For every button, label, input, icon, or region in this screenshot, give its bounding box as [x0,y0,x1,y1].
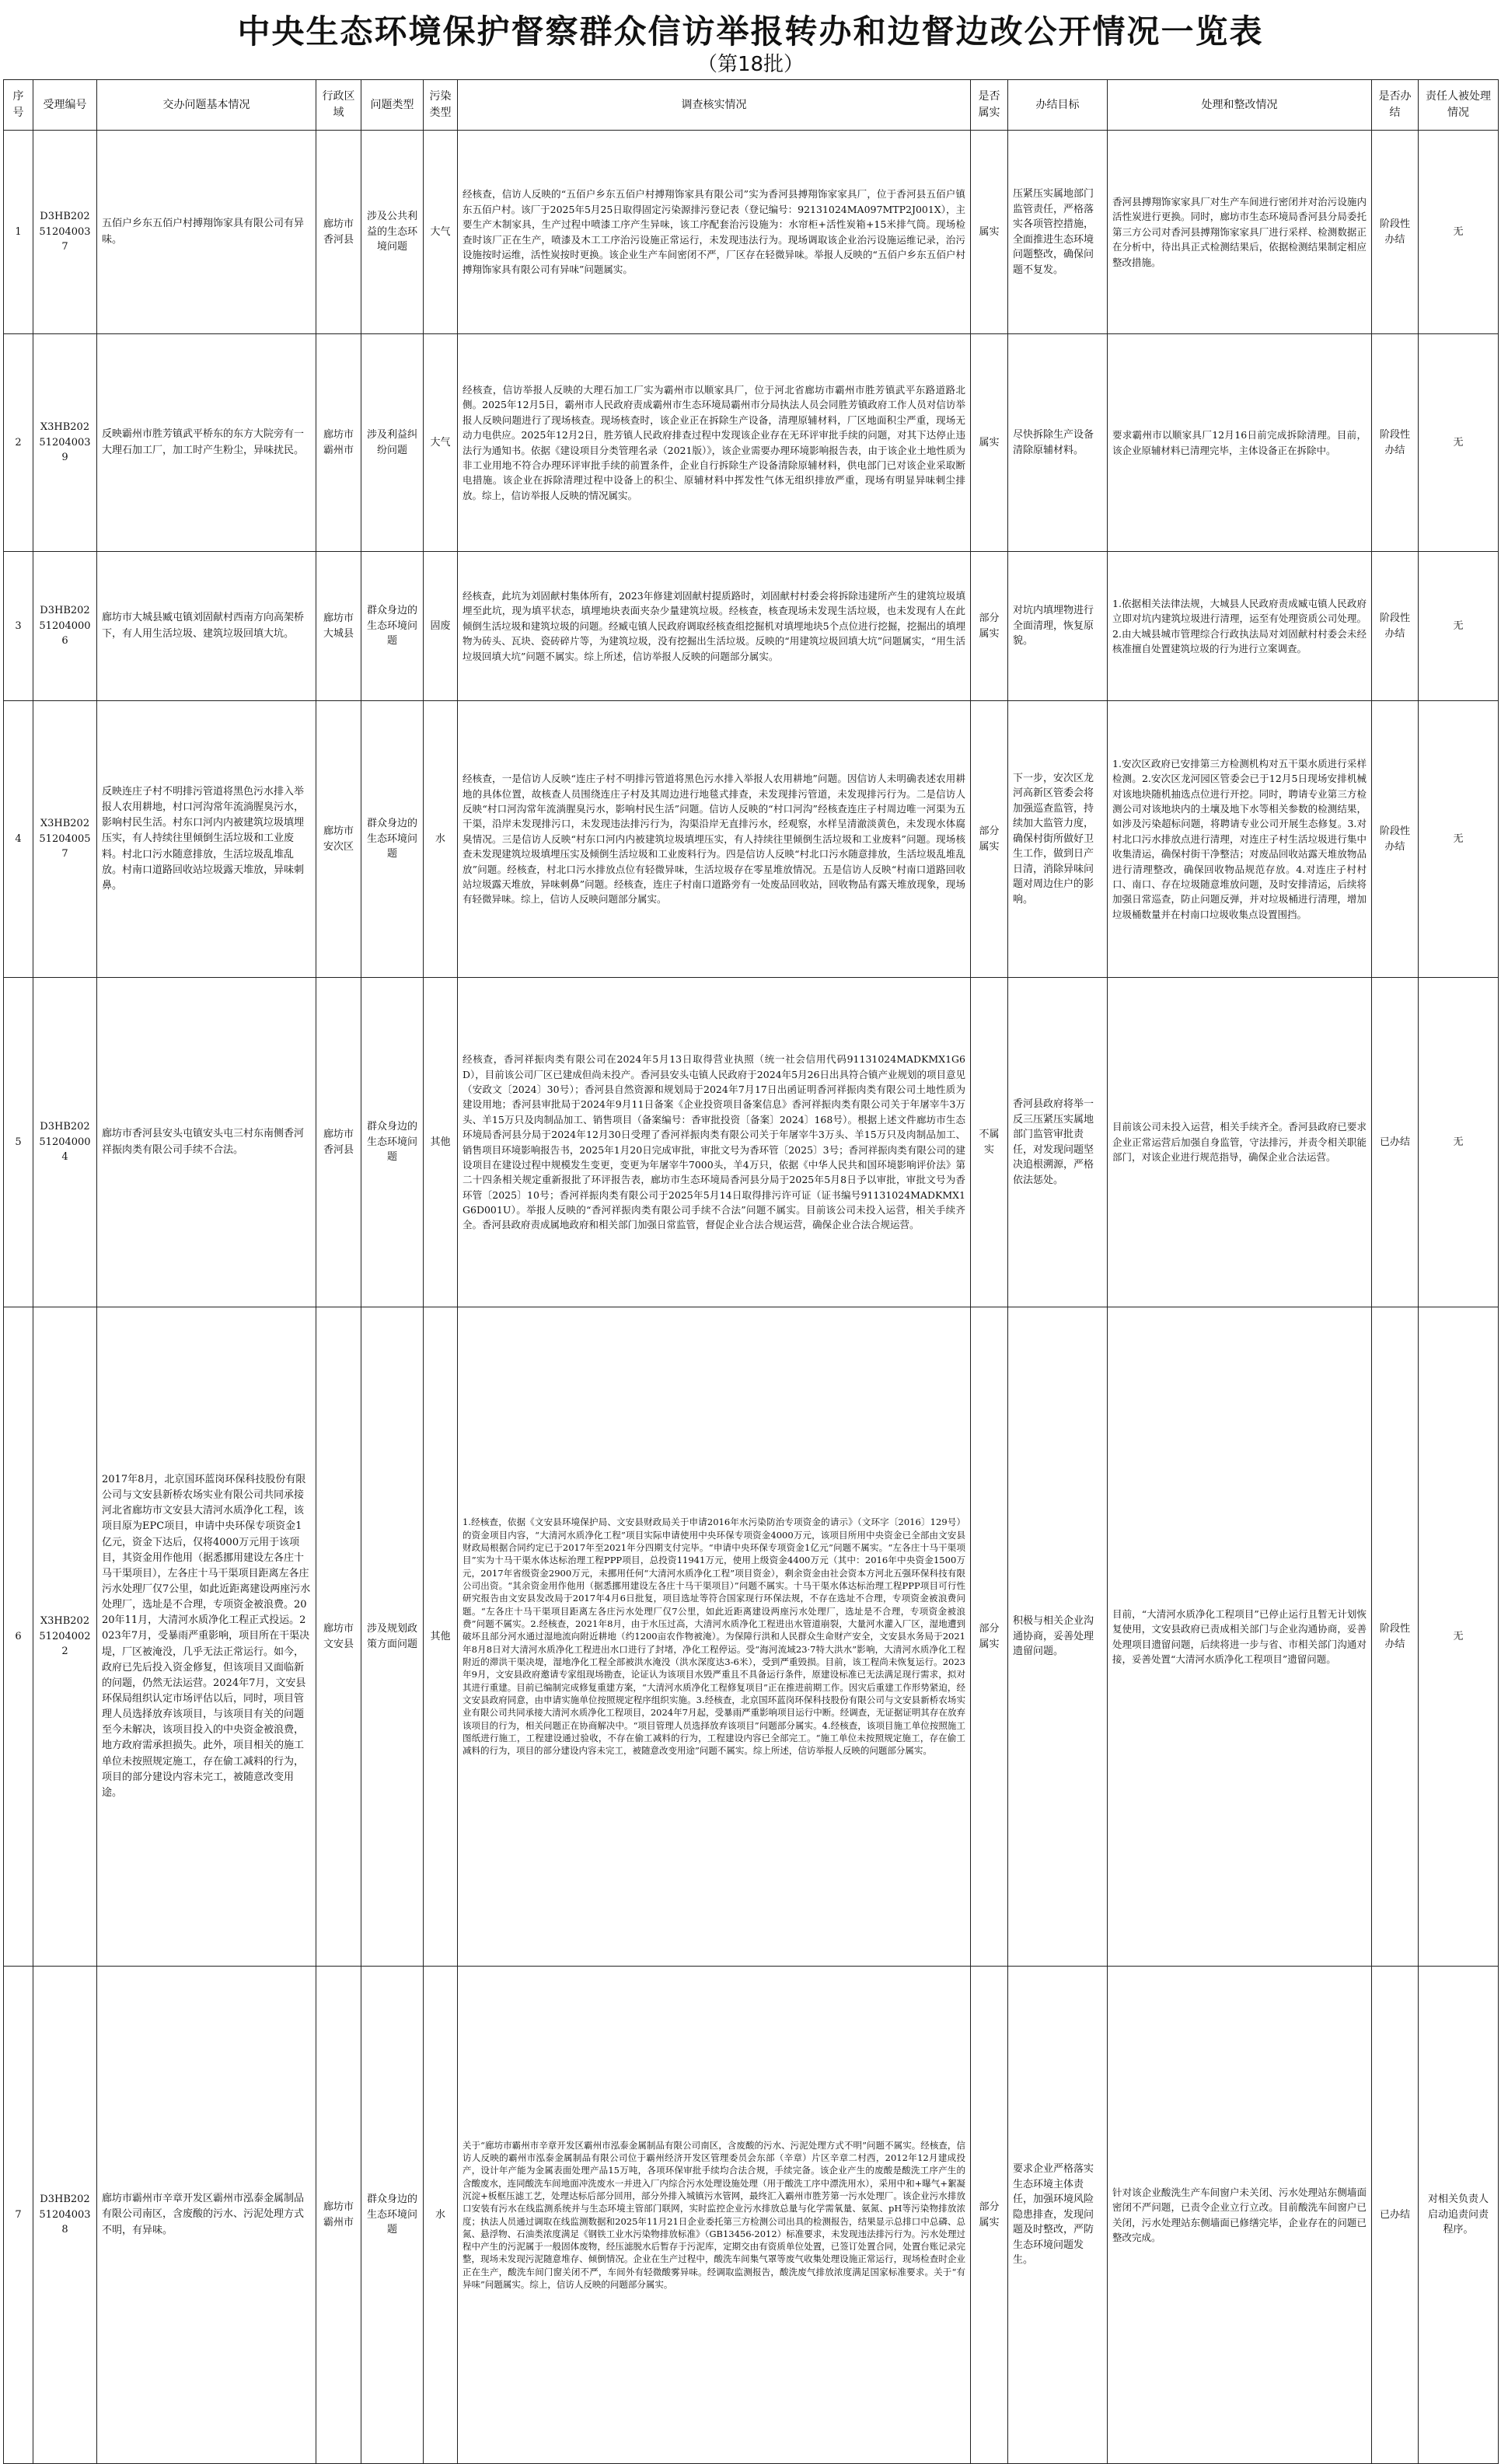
row-number: 7 [4,1967,33,2464]
accountability: 对相关负责人启动追责问责程序。 [1419,1967,1499,2464]
table-row [4,131,1499,334]
accountability: 无 [1419,131,1499,334]
accountability: 无 [1419,701,1499,978]
row-number: 4 [4,701,33,978]
case-id: D3HB202512040038 [33,1967,97,2464]
handling: 针对该企业酸洗生产车间窗户未关闭、污水处理站东侧墙面密闭不严问题，已责令企业立行立改。目前酸洗车间窗户已关闭，污水处理站东侧墙面已修缮完毕，企业存在的问题已整改完成。 [1108,1967,1372,2464]
closed-status: 阶段性办结 [1372,701,1419,978]
case-summary: 五佰户乡东五佰户村搏翔饰家具有限公司有异味。 [97,131,316,334]
investigation: 1.经核查，依据《文安县环境保护局、文安县财政局关于申请2016年水污染防治专项资金的请示》（文环字〔2016〕129号）的资金项目内容，“大清河水质净化工程”项目实际申请使用中央环保专项资金4000万元，该项目所用中央资金已全部由文安县财政局根据合同约定已于2017年至2021年分四期支付完毕。“申请中央环保专项资金1亿元”问题不属实。“左各庄十马干渠项目”实为十马干渠水体达标治理工程PPP项目，总投资11941万元，使用上级资金4400万元（其中：2016年中央资金1500万元，2017年省级资金2900万元，未挪用任何“大清河水质净化工程”项目资金），剩余资金由社会资本方河北五强环保科技有限公司出资。“其余资金用作他用（据悉挪用建设左各庄十马干渠项目）”问题不属实。十马干渠水体达标治理工程PPP项目可行性研究报告由文安县发改局于2017年4月6日批复，项目选址等符合国家现行环保法规，不存在选址不合理，专项资金被浪费问题。“左各庄十马干渠项目距离左各庄污水处理厂仅7公里，如此近距离建设两座污水处理厂，选址是不合理，专项资金被浪费”问题不属实。2.经核查，2021年8月，由于水压过高，大清河水质净化工程进出水管道崩裂，大量河水灌入厂区，湿地遭到破坏且部分河水通过湿地流向附近耕地（约1200亩农作物被淹）。为保障行洪和人民群众生命财产安全，文安县水务局于2021年8月8日对大清河水质净化工程进出水口进行了封堵，净化工程停运。受“海河流域23·7特大洪水”影响，大清河水质净化工程附近的滞洪干渠决堤，湿地净化工程全部被洪水淹没（洪水深度达3-6米），受到严重毁损。目前，该工程尚未恢复运行。2023年9月，文安县政府邀请专家组现场勘查，论证认为该项目水毁严重且不具备运行条件，原建设标准已无法满足现行需求，拟对其进行重建。目前已编制完成修复重建方案，“大清河水质净化工程修复项目”正在推进前期工作。因灾后重建工作形势紧迫，经文安县政府同意，由申请实施单位按照规定程序组织实施。3.经核查，北京国环蓝岗环保科技股份有限公司与文安县新桥农场实业有限公司共同承接大清河水质净化工程项目，2024年7月起，受暴雨严重影响项目运行中断。经调查，无证据证明其存在放弃该项目的行为，相关问题正在协商解决中。“项目管理人员选择放弃该项目”问题部分属实。4.经核查，该项目施工单位按照施工图纸进行施工，工程建设通过验收，不存在偷工减料的行为，工程建设内容已全部完工。“施工单位未按照规定施工，存在偷工减料的行为，项目的部分建设内容未完工，被随意改变用途”问题不属实。综上所述，信访举报人反映的问题部分属实。 [458,1307,971,1967]
case-id: D3HB202512040006 [33,552,97,701]
table-row [4,334,1499,552]
accountability: 无 [1419,1307,1499,1967]
investigation: 经核查，信访人反映的“五佰户乡东五佰户村搏翔饰家具有限公司”实为香河县搏翔饰家家具厂，位于香河县五佰户镇东五佰户村。该厂于2025年5月25日取得固定污染源排污登记表（登记编号：92131024MA097MTP2J001X），主要生产木制家具，生产过程中喷漆工序产生异味，该工序配套治污设施为：水帘柜+活性炭箱+15米排气筒。现场检查时该厂正在生产，喷漆及木工工序治污设施正常运行，未发现违法行为。现场调取该企业治污设施运维记录，治污设施按时运维，活性炭按时更换。该企业生产车间密闭不严，厂区存在轻微异味。举报人反映的“五佰户乡东五佰户村搏翔饰家具有限公司有异味”问题属实。 [458,131,971,334]
case-id: X3HB202512040022 [33,1307,97,1967]
pollution-type: 大气 [424,334,458,552]
case-summary: 廊坊市香河县安头屯镇安头屯三村东南侧香河祥振肉类有限公司手续不合法。 [97,978,316,1307]
investigation: 经核查，一是信访人反映“连庄子村不明排污管道将黑色污水排入举报人农用耕地”问题。因信访人未明确表述农用耕地的具体位置，故核查人员围绕连庄子村及其周边进行地毯式排查，未发现排污管道，未发现排污行为。二是信访人反映“村口河沟常年流淌腥臭污水，影响村民生活”问题。信访人反映的“村口河沟”经核查连庄子村周边唯一河渠为五干渠，沿岸未发现排污口，未发现违法排污行为，沟渠沿岸无直排污水，经观察，水样呈清澈淡黄色，未发现水体腐臭情况。三是信访人反映“村东口河内内被建筑垃圾填埋压实，有人持续往里倾倒生活垃圾和工业废料”问题。现场核查未发现建筑垃圾填埋压实及倾倒生活垃圾和工业废料行为。四是信访人反映“村北口污水随意排放，生活垃圾乱堆乱放”问题。经核查，村北口污水排放点位有轻微异味，生活垃圾存在零星堆放情况。五是信访人反映“村南口道路回收站垃圾露天堆放，异味刺鼻”问题。经核查，连庄子村南口道路旁有一处废品回收站，回收物品有露天堆放现象，现场有轻微异味。综上，信访人反映问题部分属实。 [458,701,971,978]
verified: 属实 [971,131,1008,334]
case-summary: 2017年8月，北京国环蓝岗环保科技股份有限公司与文安县新桥农场实业有限公司共同承接河北省廊坊市文安县大清河水质净化工程，该项目原为EPC项目，申请中央环保专项资金1亿元，资金下达后，仅将4000万元用于该项目，其资金用作他用（据悉挪用建设左各庄十马干渠项目），左各庄十马干渠项目距离左各庄污水处理厂仅7公里，如此近距离建设两座污水处理厂，选址是不合理，专项资金被浪费。2020年11月，大清河水质净化工程正式投运。2023年7月，受暴雨严重影响，项目所在干渠决堤，厂区被淹没，几乎无法正常运行。如今，政府已先后投入资金修复，但该项目又面临新的问题，仍然无法运营。2024年7月，文安县环保局组织认定市场评估以后，同时，项目管理人员选择放弃该项目，与该项目有关的问题至今未解决，该项目投入的中央资金被浪费，地方政府需承担损失。此外，项目相关的施工单位未按照规定施工，存在偷工减料的行为，项目的部分建设内容未完工，被随意改变用途。 [97,1307,316,1967]
target: 压紧压实属地部门监管责任，严格落实各项管控措施，全面推进生态环境问题整改，确保问题不复发。 [1008,131,1108,334]
column-header: 责任人被处理情况 [1419,80,1499,131]
pollution-type: 水 [424,1967,458,2464]
target: 要求企业严格落实生态环境主体责任，加强环境风险隐患排查，发现问题及时整改，严防生态环境问题发生。 [1008,1967,1108,2464]
case-summary: 反映霸州市胜芳镇武平桥东的东方大院旁有一大理石加工厂，加工时产生粉尘，异味扰民。 [97,334,316,552]
handling: 目前该公司未投入运营，相关手续齐全。香河县政府已要求企业正常运营后加强自身监管，守法排污，并责令相关职能部门，对该企业进行规范指导，确保企业合法运营。 [1108,978,1372,1307]
verified: 部分属实 [971,552,1008,701]
table-header-row [4,80,1499,131]
batch-label: （第18批） [696,53,805,76]
column-header: 污染类型 [424,80,458,131]
investigation: 经核查，香河祥振肉类有限公司在2024年5月13日取得营业执照（统一社会信用代码91131024MADKMX1G6D），目前该公司厂区已建成但尚未投产。香河县安头屯镇人民政府于2024年5月26日出具符合镇产业规划的项目意见（安政文〔2024〕30号）；香河县自然资源和规划局于2024年7月17日出函证明香河祥振肉类有限公司土地性质为建设用地；香河县审批局于2024年9月11日备案《企业投资项目备案信息》香河祥振肉类有限公司关于年屠宰牛3万头、羊15万只及肉制品加工、销售项目（备案编号：香审批投资〔备案〕2024〕168号）。根据上述文件廊坊市生态环境局香河县分局于2024年12月30日受理了香河祥振肉类有限公司关于年屠宰牛3万头、羊15万只及肉制品加工、销售项目环境影响报告书，2025年1月20日完成审批，审批文号为香环管〔2025〕3号；香河祥振肉类有限公司的建设项目在建设过程中规模发生变更，变更为年屠宰牛7000头，羊4万只，依据《中华人民共和国环境影响评价法》第二十四条相关规定重新报批了环评报告表，廊坊市生态环境局香河县分局于2025年5月8日予以审批，审批文号为香环管〔2025〕10号；香河祥振肉类有限公司于2025年5月14日取得排污许可证（证书编号91131024MADKMX1G6D001U）。举报人反映的“香河祥振肉类有限公司手续不合法”问题不属实。目前该公司未投入运营，相关手续齐全。香河县政府责成属地政府和相关部门加强日常监管，督促企业合法合规运营，确保企业合法合规运营。 [458,978,971,1307]
target: 香河县政府将举一反三压紧压实属地部门监管审批责任，对发现问题坚决追根溯源，严格依法惩处。 [1008,978,1108,1307]
column-header: 办结目标 [1008,80,1108,131]
row-number: 1 [4,131,33,334]
pollution-type: 大气 [424,131,458,334]
accountability: 无 [1419,978,1499,1307]
problem-type: 涉及公共利益的生态环境问题 [361,131,424,334]
region: 廊坊市香河县 [316,131,361,334]
row-number: 2 [4,334,33,552]
verified: 部分属实 [971,1967,1008,2464]
case-summary: 反映连庄子村不明排污管道将黑色污水排入举报人农用耕地，村口河沟常年流淌腥臭污水，影响村民生活。村东口河内内被建筑垃圾填埋压实，有人持续往里倾倒生活垃圾和工业废料。村北口污水随意排放，生活垃圾乱堆乱放。村南口道路回收站垃圾露天堆放，异味刺鼻。 [97,701,316,978]
region: 廊坊市安次区 [316,701,361,978]
closed-status: 已办结 [1372,1967,1419,2464]
table-row [4,1307,1499,1967]
target: 积极与相关企业沟通协商，妥善处理遗留问题。 [1008,1307,1108,1967]
verified: 属实 [971,334,1008,552]
column-header: 是否办结 [1372,80,1419,131]
pollution-type: 固废 [424,552,458,701]
row-number: 6 [4,1307,33,1967]
accountability: 无 [1419,334,1499,552]
disclosure-table [3,79,1499,2464]
handling: 要求霸州市以顺家具厂12月16日前完成拆除清理。目前，该企业原辅材料已清理完毕，主体设备正在拆除中。 [1108,334,1372,552]
investigation: 经核查，此坑为刘固献村集体所有，2023年修建刘固献村提质路时，刘固献村村委会将拆除违建所产生的建筑垃圾填埋至此坑，现为填平状态，填埋地块表面夹杂少量建筑垃圾。经核查，核查现场未发现生活垃圾，也未发现有人在此倾倒生活垃圾和建筑垃圾的问题。经臧屯镇人民政府调取经核查组挖掘机对填埋地块5个点位进行挖掘，挖掘出的填埋物为砖头、瓦块、瓷砖碎片等，为建筑垃圾，没有挖掘出生活垃圾。反映的“用建筑垃圾回填大坑”问题属实，“用生活垃圾回填大坑”问题不属实。综上所述，信访举报人反映的问题部分属实。 [458,552,971,701]
target: 尽快拆除生产设备清除原辅材料。 [1008,334,1108,552]
problem-type: 涉及规划政策方面问题 [361,1307,424,1967]
region: 廊坊市霸州市 [316,1967,361,2464]
target: 下一步，安次区龙河高新区管委会将加强巡查监管，持续加大监管力度，确保村街所做好卫生工作，做到日产日清，消除异味问题对周边住户的影响。 [1008,701,1108,978]
table-row [4,1967,1499,2464]
table-row [4,701,1499,978]
target: 对坑内填埋物进行全面清理，恢复原貌。 [1008,552,1108,701]
region: 廊坊市霸州市 [316,334,361,552]
pollution-type: 水 [424,701,458,978]
handling: 1.安次区政府已安排第三方检测机构对五干渠水质进行采样检测。2.安次区龙河园区管委会已于12月5日现场安排机械对该地块随机抽选点位进行开挖。同时，聘请专业第三方检测公司对该地块内的土壤及地下水等相关参数的检测结果，如涉及污染超标问题，将聘请专业公司开展生态修复。3.对村北口污水排放点进行清理，对连庄子村生活垃圾进行集中收集清运，确保村街干净整洁；对废品回收站露天堆放物品进行清理整改，确保回收物品规范存放。4.对连庄子村村口、南口、存在垃圾随意堆放问题，及时安排清运，后续将加强日常巡查，防止问题反弹，并对垃圾桶进行清理，增加垃圾桶数量并在村南口垃圾收集点设置围挡。 [1108,701,1372,978]
region: 廊坊市文安县 [316,1307,361,1967]
row-number: 3 [4,552,33,701]
case-summary: 廊坊市大城县臧屯镇刘固献村西南方向高架桥下，有人用生活垃圾、建筑垃圾回填大坑。 [97,552,316,701]
table-row [4,978,1499,1307]
investigation: 经核查，信访举报人反映的大理石加工厂实为霸州市以顺家具厂，位于河北省廊坊市霸州市胜芳镇武平东路道路北侧。2025年12月5日，霸州市人民政府责成霸州市生态环境局霸州市分局执法人员会同胜芳镇政府工作人员对信访举报人反映问题进行了现场核查。现场核查时，该企业正在拆除生产设备，清理原辅材料，厂区地面积尘严重，现场无动力电供应。2025年12月2日，胜芳镇人民政府排查过程中发现该企业存在无环评审批手续的问题，对其下达停止违法行为通知书。依据《建设项目分类管理名录（2021版）》，该企业需要办理环境影响报告表，由于该企业土地性质为非工业用地不符合办理环评审批手续的前置条件，企业自行拆除生产设备清除原辅材料，供电部门已对该企业采取断电措施。该企业在拆除清理过程中设备上的积尘、原辅材料中挥发性气体无组织排放严重，现场有明显异味刺尘排放。综上，信访举报人反映的情况属实。 [458,334,971,552]
page-title: 中央生态环境保护督察群众信访举报转办和边督边改公开情况一览表 [237,12,1264,51]
investigation: 关于“廊坊市霸州市辛章开发区霸州市泓泰金属制品有限公司南区，含废酸的污水、污泥处理方式不明”问题不属实。经核查，信访人反映的霸州市泓泰金属制品有限公司位于霸州经济开发区管理委员会东部（辛章）片区辛章二村西，2012年12月建成投产，设计年产能为金属表面处理产品15万吨，各项环保审批手续均合法合规，手续完备。该企业产生的废酸是酸洗工序产生的含酸废水，连同酸洗车间地面冲洗废水一并进入厂内综合污水处理设施处理（用于酸洗工序中漂洗用水），采用中和+曝气+絮凝沉淀+板框压滤工艺，处理达标后部分回用，部分外排入城镇污水管网，最终汇入霸州市胜芳第一污水处理厂。该企业污水排放口安装有污水在线监测系统并与生态环境主管部门联网，实时监控企业污水排放总量与化学需氧量、氨氮、pH等污染物排放浓度；执法人员通过调取在线监测数据和2025年11月21日企业委托第三方检测公司出具的检测报告，结果显示总排口中总磷、总氮、悬浮物、石油类浓度满足《钢铁工业水污染物排放标准》（GB13456-2012）标准要求，未发现违法排污行为。污水处理过程中产生的污泥属于一般固体废物，经压滤脱水后暂存于污泥库，定期交由有资质单位处置，已签订处置合同，处置台账记录完整，现场未发现污泥随意堆存、倾倒情况。企业在生产过程中，酸洗车间集气罩等废气收集处理设施正常运行，现场检查时企业正在生产，酸洗车间门窗关闭不严，车间外有轻微酸雾异味。经调取监测报告，酸洗废气排放浓度满足国家标准要求。关于“有异味”问题属实。综上，信访人反映的问题部分属实。 [458,1967,971,2464]
closed-status: 阶段性办结 [1372,1307,1419,1967]
handling: 香河县搏翔饰家家具厂对生产车间进行密闭并对治污设施内活性炭进行更换。同时，廊坊市生态环境局香河县分局委托第三方公司对香河县搏翔饰家家具厂进行采样、检测数据正在分析中，待出具正式检测结果后，依据检测结果制定相应整改措施。 [1108,131,1372,334]
case-summary: 廊坊市霸州市辛章开发区霸州市泓泰金属制品有限公司南区，含废酸的污水、污泥处理方式不明，有异味。 [97,1967,316,2464]
handling: 1.依据相关法律法规，大城县人民政府责成臧屯镇人民政府立即对坑内建筑垃圾进行清理，运至有处理资质公司处理。2.由大城县城市管理综合行政执法局对刘固献村村委会未经核准擅自处置建筑垃圾的行为进行立案调查。 [1108,552,1372,701]
column-header: 序号 [4,80,33,131]
region: 廊坊市大城县 [316,552,361,701]
problem-type: 群众身边的生态环境问题 [361,701,424,978]
column-header: 交办问题基本情况 [97,80,316,131]
case-id: X3HB202512040039 [33,334,97,552]
column-header: 行政区域 [316,80,361,131]
pollution-type: 其他 [424,1307,458,1967]
column-header: 处理和整改情况 [1108,80,1372,131]
accountability: 无 [1419,552,1499,701]
pollution-type: 其他 [424,978,458,1307]
closed-status: 阶段性办结 [1372,552,1419,701]
case-id: D3HB202512040037 [33,131,97,334]
column-header: 调查核实情况 [458,80,971,131]
closed-status: 阶段性办结 [1372,131,1419,334]
closed-status: 阶段性办结 [1372,334,1419,552]
case-id: X3HB202512040057 [33,701,97,978]
column-header: 受理编号 [33,80,97,131]
region: 廊坊市香河县 [316,978,361,1307]
table-row [4,552,1499,701]
verified: 部分属实 [971,1307,1008,1967]
closed-status: 已办结 [1372,978,1419,1307]
column-header: 是否属实 [971,80,1008,131]
handling: 目前，“大清河水质净化工程项目”已停止运行且暂无计划恢复使用，文安县政府已责成相关部门与企业沟通协商，妥善处理项目遗留问题，后续将进一步与省、市相关部门沟通对接，妥善处置“大清河水质净化工程项目”遗留问题。 [1108,1307,1372,1967]
row-number: 5 [4,978,33,1307]
problem-type: 群众身边的生态环境问题 [361,1967,424,2464]
verified: 不属实 [971,978,1008,1307]
problem-type: 群众身边的生态环境问题 [361,552,424,701]
problem-type: 群众身边的生态环境问题 [361,978,424,1307]
verified: 部分属实 [971,701,1008,978]
problem-type: 涉及利益纠纷问题 [361,334,424,552]
case-id: D3HB202512040004 [33,978,97,1307]
column-header: 问题类型 [361,80,424,131]
